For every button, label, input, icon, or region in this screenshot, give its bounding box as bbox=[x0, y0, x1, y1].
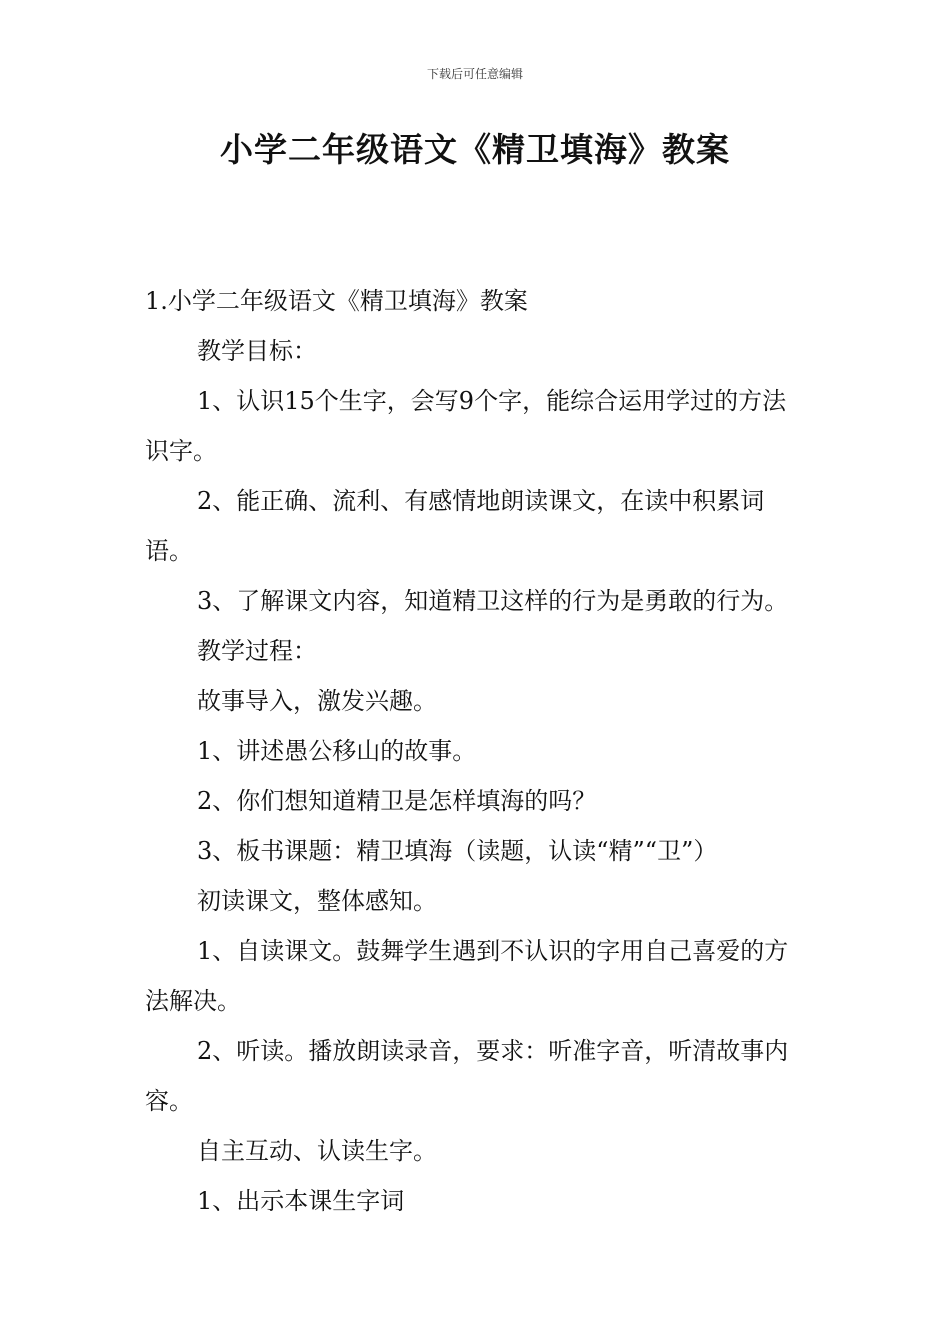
paragraph: 1、讲述愚公移山的故事。 bbox=[197, 737, 477, 765]
paragraph: 故事导入，激发兴趣。 bbox=[197, 687, 437, 715]
paragraph: 教学目标： bbox=[197, 337, 317, 365]
paragraph: 2、能正确、流利、有感情地朗读课文，在读中积累词语。 bbox=[145, 487, 765, 565]
document-body bbox=[145, 276, 810, 1226]
header-note: 下载后可任意编辑 bbox=[426, 67, 523, 81]
section-heading: 1.小学二年级语文《精卫填海》教案 bbox=[145, 287, 528, 315]
paragraph: 2、听读。播放朗读录音，要求：听准字音，听清故事内容。 bbox=[145, 1037, 789, 1115]
paragraph: 初读课文，整体感知。 bbox=[197, 887, 437, 915]
paragraph: 自主互动、认读生字。 bbox=[197, 1137, 437, 1165]
document-title: 小学二年级语文《精卫填海》教案 bbox=[220, 130, 730, 169]
paragraph: 3、了解课文内容，知道精卫这样的行为是勇敢的行为。 bbox=[197, 587, 789, 615]
paragraph: 2、你们想知道精卫是怎样填海的吗？ bbox=[197, 787, 597, 815]
paragraph: 1、认识15个生字，会写9个字，能综合运用学过的方法识字。 bbox=[145, 387, 787, 465]
paragraph: 教学过程： bbox=[197, 637, 317, 665]
paragraph: 1、自读课文。鼓舞学生遇到不认识的字用自己喜爱的方法解决。 bbox=[145, 937, 789, 1015]
paragraph: 3、板书课题：精卫填海（读题，认读“精”“卫”） bbox=[197, 837, 718, 865]
paragraph: 1、出示本课生字词 bbox=[197, 1187, 405, 1215]
